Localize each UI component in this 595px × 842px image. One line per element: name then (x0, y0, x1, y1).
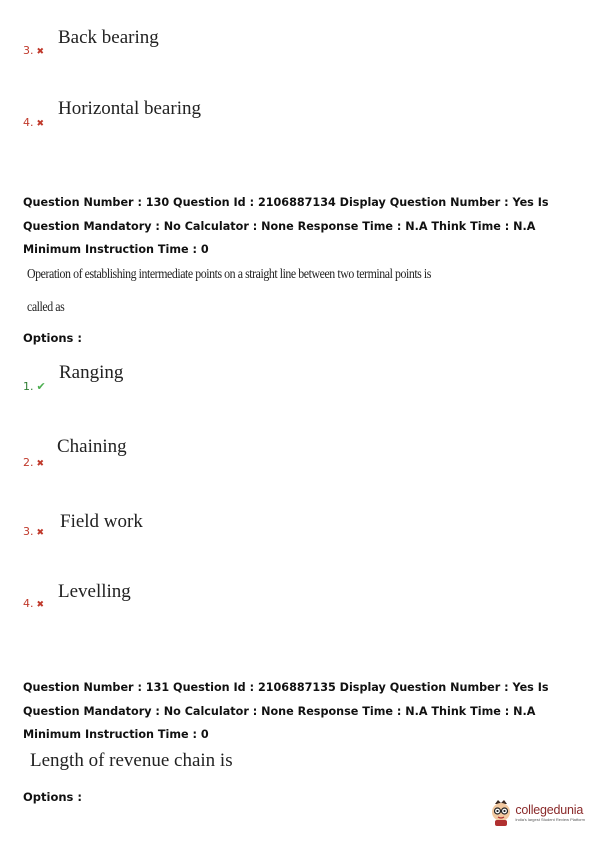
option-text: Chaining (57, 436, 127, 457)
options-label: Options : (23, 331, 82, 345)
option-text: Horizontal bearing (58, 98, 201, 119)
question-text: Operation of establishing intermediate points on a straight line between two terminal points is (27, 266, 431, 281)
options-label: Options : (23, 790, 82, 804)
collegedunia-logo (490, 798, 585, 826)
check-mark-icon: ✔ (36, 380, 46, 393)
question-text: called as (27, 299, 65, 314)
wrong-mark-icon: ✖ (36, 47, 45, 57)
option-number: 4. ✖ (23, 597, 45, 610)
question-meta: Question Number : 130 Question Id : 2106887134 Display Question Number : Yes Is Question Mandatory : No Calculator : None Response Time : N.A Think Time : N.A Minimum Instruction Time : 0 (23, 196, 549, 256)
wrong-mark-icon: ✖ (36, 528, 45, 538)
brand-name: collegedunia (515, 802, 584, 817)
option-number: 3. ✖ (23, 44, 45, 57)
question-meta: Question Number : 131 Question Id : 2106887135 Display Question Number : Yes Is Question Mandatory : No Calculator : None Response Time : N.A Think Time : N.A Minimum Instruction Time : 0 (23, 681, 549, 741)
option-text: Ranging (59, 362, 124, 383)
wrong-mark-icon: ✖ (36, 459, 45, 469)
wrong-mark-icon: ✖ (36, 600, 45, 610)
owl-mascot-icon (490, 798, 512, 826)
option-number: 2. ✖ (23, 456, 45, 469)
wrong-mark-icon: ✖ (36, 119, 45, 129)
option-number: 1. ✔ (23, 380, 46, 393)
question-text: Length of revenue chain is (30, 750, 233, 771)
option-text: Field work (60, 511, 143, 532)
option-text: Back bearing (58, 27, 159, 48)
option-number: 4. ✖ (23, 116, 45, 129)
option-text: Levelling (58, 581, 131, 602)
brand-tagline: India's largest Student Review Platform (515, 816, 585, 822)
option-number: 3. ✖ (23, 525, 45, 538)
